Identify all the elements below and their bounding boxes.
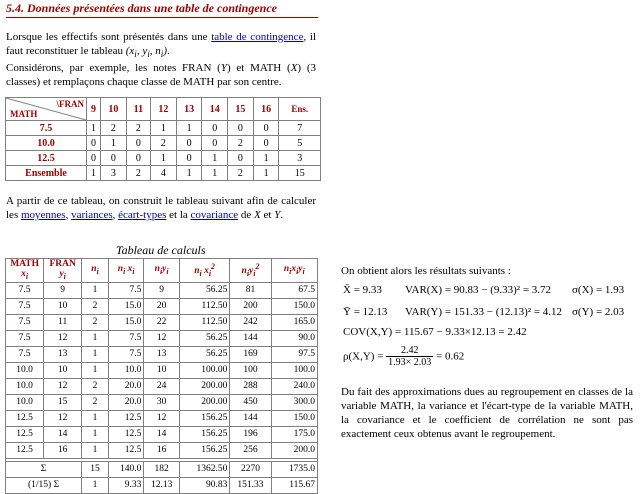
cell: 300.0 <box>271 394 317 410</box>
cell: 1 <box>82 330 109 346</box>
cell: 0 <box>87 151 101 166</box>
var-x-formula: VAR(X) = 90.83 − (9.33)² = 3.72 <box>405 284 552 296</box>
middle-text-2: , <box>65 209 72 221</box>
cell: 169 <box>230 346 271 362</box>
cell: 15 <box>44 394 82 410</box>
table-row <box>6 314 318 330</box>
cell: 12.5 <box>108 442 143 458</box>
cell: 14 <box>144 426 179 442</box>
link-covariance[interactable]: covariance <box>190 209 239 221</box>
cell: 1735.0 <box>271 461 317 477</box>
cell: 30 <box>144 394 179 410</box>
cell: 7.5 <box>108 282 143 298</box>
cell: 1 <box>151 151 177 166</box>
middle-text-3: , <box>112 209 119 221</box>
cell: 115.67 <box>271 477 317 493</box>
cell: 0 <box>228 151 254 166</box>
col-header-ens: Ens. <box>279 98 321 121</box>
col-header-nixi: $n_i$ $x_i$ <box>108 259 143 283</box>
cell: 1 <box>82 410 109 426</box>
cell: 2 <box>228 136 254 151</box>
row-label-ensemble: Ensemble <box>6 166 87 181</box>
cell: 3 <box>279 151 321 166</box>
col-header: 15 <box>228 98 254 121</box>
cell: 1 <box>253 151 279 166</box>
cell: 151.33 <box>230 477 271 493</box>
middle-text-5: de <box>238 209 255 221</box>
section-title: 5.4. Données présentées dans une table de contingence <box>6 1 277 15</box>
row-label: 7.5 <box>6 121 87 136</box>
link-table-de-contingence[interactable]: table de contingence <box>211 31 304 43</box>
cell: 156.25 <box>179 426 229 442</box>
contingency-corner-cell <box>6 98 87 121</box>
cell: 112.50 <box>179 314 229 330</box>
cell: 1 <box>82 442 109 458</box>
conclusion-paragraph: Du fait des approximations dues au regroupement en classes de la variable MATH, la variance et l'écart-type de la variable MATH, la covariance et le coefficient de corrélation ne sont pas exactement ceux obtenus avant le regroupement. <box>341 386 633 440</box>
cell: 2270 <box>230 461 271 477</box>
cell: 2 <box>82 314 109 330</box>
cell: 7.5 <box>108 330 143 346</box>
table-row <box>6 394 318 410</box>
rho-result: = 0.62 <box>436 350 465 363</box>
cell: 0 <box>253 136 279 151</box>
cell: 12 <box>44 378 82 394</box>
table-row <box>6 151 321 166</box>
cell: 15.0 <box>108 314 143 330</box>
cell: 2 <box>151 136 177 151</box>
cell: 0 <box>228 121 254 136</box>
intro-text-1: Lorsque les effectifs sont présentés dans une <box>6 31 212 43</box>
cell: 67.5 <box>271 282 317 298</box>
cell: 7.5 <box>6 314 44 330</box>
cell: 1 <box>202 166 228 181</box>
middle-text-7: et <box>260 209 275 221</box>
cell: 182 <box>144 461 179 477</box>
col-header-math: MATH $x_i$ <box>6 259 44 283</box>
cell: 140.0 <box>108 461 143 477</box>
cell: 12 <box>44 330 82 346</box>
cell: 12 <box>144 410 179 426</box>
cell: 7 <box>279 121 321 136</box>
cell: 2 <box>82 394 109 410</box>
cell: 12.5 <box>6 426 44 442</box>
cov-formula: COV(X,Y) = 115.67 − 9.33×12.13 = 2.42 <box>343 326 527 338</box>
cell: 150.0 <box>271 410 317 426</box>
cell: 200.00 <box>179 378 229 394</box>
cell: 12 <box>44 410 82 426</box>
rho-numerator: 2.42 <box>386 345 433 357</box>
cell: 5 <box>279 136 321 151</box>
cell: 450 <box>230 394 271 410</box>
cell: 10.0 <box>6 362 44 378</box>
var-y: Y <box>220 62 227 75</box>
cell: 156.25 <box>179 442 229 458</box>
col-header-nixiyi: $n_ix_iy_i$ <box>271 259 317 283</box>
cell: 24 <box>144 378 179 394</box>
cell: 7.5 <box>6 298 44 314</box>
rho-fraction <box>386 345 433 368</box>
col-header: 14 <box>202 98 228 121</box>
cell: 1 <box>176 166 202 181</box>
intro-paragraph: Lorsque les effectifs sont présentés dans une table de contingence, il faut reconstituer le tableau ($x_i$, $y_i$, $n_i$). Considérons, par exemple, les notes FRAN (Y) et MATH (X) (3 classes) et remplaçons chaque classe de MATH par son centre. <box>6 31 317 89</box>
results-intro: On obtient alors les résultats suivants : <box>341 265 511 277</box>
row-label: 10.0 <box>6 136 87 151</box>
tuple-formula: ($x_i$, $y_i$, $n_i$) <box>125 45 167 60</box>
cell: 14 <box>44 426 82 442</box>
cell: 1 <box>176 121 202 136</box>
table-row <box>6 121 321 136</box>
cell: 10 <box>144 362 179 378</box>
table-row <box>6 136 321 151</box>
row-label: 12.5 <box>6 151 87 166</box>
cell: 240.0 <box>271 378 317 394</box>
cell: 97.5 <box>271 346 317 362</box>
cell: 156.25 <box>179 410 229 426</box>
cell: 90.83 <box>179 477 229 493</box>
cell: 1 <box>87 121 101 136</box>
calc-table-caption: Tableau de calculs <box>116 243 206 257</box>
mean-y: Ȳ = 12.13 <box>343 306 388 318</box>
cell: 3 <box>101 166 127 181</box>
rho-formula <box>343 345 464 368</box>
var-x: X <box>254 209 261 221</box>
cell: 1362.50 <box>179 461 229 477</box>
cell: 100.00 <box>179 362 229 378</box>
cell: 1 <box>151 121 177 136</box>
cell: 81 <box>230 282 271 298</box>
corner-label-math: MATH <box>10 109 38 119</box>
link-moyennes[interactable]: moyennes <box>20 209 66 221</box>
cell: 1 <box>101 136 127 151</box>
cell: 10.0 <box>108 362 143 378</box>
cell: 7.5 <box>6 330 44 346</box>
total-row <box>6 166 321 181</box>
cell: 2 <box>228 166 254 181</box>
intro-text-3: Considérons, par exemple, les notes FRAN ( <box>6 62 221 75</box>
cell: 2 <box>101 121 127 136</box>
calc-table <box>5 258 318 494</box>
cell: 12.5 <box>108 410 143 426</box>
rho-denominator: 1.93× 2.03 <box>388 357 432 368</box>
intro-text-2: , il faut reconstituer le tableau <box>6 31 316 57</box>
cell: 9 <box>44 282 82 298</box>
cell: 200.0 <box>271 442 317 458</box>
intro-text-7: ) (3 classes) et remplaçons chaque classe de MATH par son centre. <box>6 62 317 89</box>
cell: 0 <box>176 136 202 151</box>
cell: 0 <box>126 151 150 166</box>
cell: 15 <box>279 166 321 181</box>
cell: 0 <box>126 136 150 151</box>
contingency-table <box>5 97 321 181</box>
col-header-fran: FRAN $y_i$ <box>44 259 82 283</box>
cell: 7.5 <box>6 346 44 362</box>
cell: 2 <box>126 166 150 181</box>
col-header: 10 <box>101 98 127 121</box>
intro-text-5: ) et MATH ( <box>226 62 291 75</box>
cell: 288 <box>230 378 271 394</box>
cell: 12.5 <box>6 442 44 458</box>
cell: 16 <box>144 442 179 458</box>
middle-text-1: A partir de ce tableau, on construit le tableau suivant afin de calculer les <box>6 195 316 221</box>
cell: 10.0 <box>6 378 44 394</box>
table-row <box>6 378 318 394</box>
var-x: X <box>290 62 298 75</box>
var-y: Y <box>274 209 281 221</box>
cell: 0 <box>202 136 228 151</box>
table-row <box>6 362 318 378</box>
cell: 10 <box>44 362 82 378</box>
mean-x: X̄ = 9.33 <box>343 284 382 296</box>
cell: 12 <box>144 330 179 346</box>
cell: 144 <box>230 410 271 426</box>
cell: 0 <box>176 151 202 166</box>
var-y-formula: VAR(Y) = 151.33 − (12.13)² = 4.12 <box>405 306 563 318</box>
cell: 10.0 <box>6 394 44 410</box>
cell: 1 <box>82 362 109 378</box>
link-ecart-types[interactable]: écart-types <box>118 209 167 221</box>
col-header: 12 <box>151 98 177 121</box>
cell: 16 <box>44 442 82 458</box>
cell: 22 <box>144 314 179 330</box>
cell: 2 <box>82 378 109 394</box>
cell: 12.13 <box>144 477 179 493</box>
col-header-ni: $n_i$ <box>82 259 109 283</box>
table-row <box>6 410 318 426</box>
cell: 112.50 <box>179 298 229 314</box>
cell: 15.0 <box>108 298 143 314</box>
table-row <box>6 426 318 442</box>
contingency-header-row <box>6 98 321 121</box>
cell: 1 <box>87 166 101 181</box>
cell: 1 <box>253 166 279 181</box>
middle-text-4: et la <box>166 209 191 221</box>
cell: 11 <box>44 314 82 330</box>
cell: 56.25 <box>179 282 229 298</box>
cell: 196 <box>230 426 271 442</box>
cell: 9.33 <box>108 477 143 493</box>
cell: 2 <box>126 121 150 136</box>
cell: 242 <box>230 314 271 330</box>
cell: 150.0 <box>271 298 317 314</box>
cell: 100.0 <box>271 362 317 378</box>
cell: 175.0 <box>271 426 317 442</box>
cell: 144 <box>230 330 271 346</box>
cell: 200 <box>230 298 271 314</box>
cell: 7.5 <box>6 282 44 298</box>
cell: 165.0 <box>271 314 317 330</box>
cell: 20 <box>144 298 179 314</box>
cell: 1 <box>82 426 109 442</box>
link-variances[interactable]: variances <box>71 209 113 221</box>
cell: 9 <box>144 282 179 298</box>
sum-row <box>6 461 318 477</box>
table-row <box>6 442 318 458</box>
cell: 90.0 <box>271 330 317 346</box>
col-header: 11 <box>126 98 150 121</box>
middle-text-9: . <box>280 209 284 221</box>
table-row <box>6 282 318 298</box>
corner-label-fran: \FRAN <box>56 99 84 109</box>
cell: 256 <box>230 442 271 458</box>
cell: 0 <box>202 121 228 136</box>
cell: 1 <box>82 477 109 493</box>
col-header: 13 <box>176 98 202 121</box>
cell: 2 <box>82 298 109 314</box>
col-header: 16 <box>253 98 279 121</box>
mean-row <box>6 477 318 493</box>
cell: 12.5 <box>6 410 44 426</box>
cell: 1 <box>82 282 109 298</box>
middle-paragraph <box>6 194 316 222</box>
cell: 0 <box>253 121 279 136</box>
table-row <box>6 346 318 362</box>
cell: 10 <box>44 298 82 314</box>
col-header-niyi: $n_iy_i$ <box>144 259 179 283</box>
cell: 0 <box>101 151 127 166</box>
cell: 13 <box>144 346 179 362</box>
cell: 0 <box>87 136 101 151</box>
cell: 13 <box>44 346 82 362</box>
cell: 12.5 <box>108 426 143 442</box>
cell: 1 <box>82 346 109 362</box>
col-header: 9 <box>87 98 101 121</box>
cell: 200.00 <box>179 394 229 410</box>
cell: 100 <box>230 362 271 378</box>
table-row <box>6 330 318 346</box>
cell: 1 <box>202 151 228 166</box>
cell: 7.5 <box>108 346 143 362</box>
cell: 20.0 <box>108 394 143 410</box>
sum-label: Σ <box>6 461 82 477</box>
col-header-nixi2: $n_i$ $x_i^2$ <box>179 259 229 283</box>
cell: 20.0 <box>108 378 143 394</box>
calc-header-row <box>6 259 318 283</box>
cell: 56.25 <box>179 346 229 362</box>
title-divider <box>6 17 318 18</box>
cell: 56.25 <box>179 330 229 346</box>
table-row <box>6 298 318 314</box>
sigma-x: σ(X) = 1.93 <box>572 284 625 296</box>
rho-lhs: ρ(X,Y) = <box>343 350 384 363</box>
cell: 15 <box>82 461 109 477</box>
cell: 4 <box>151 166 177 181</box>
sigma-y: σ(Y) = 2.03 <box>572 306 625 318</box>
mean-label: (1/15) Σ <box>6 477 82 493</box>
col-header-niyi2: $n_iy_i^2$ <box>230 259 271 283</box>
